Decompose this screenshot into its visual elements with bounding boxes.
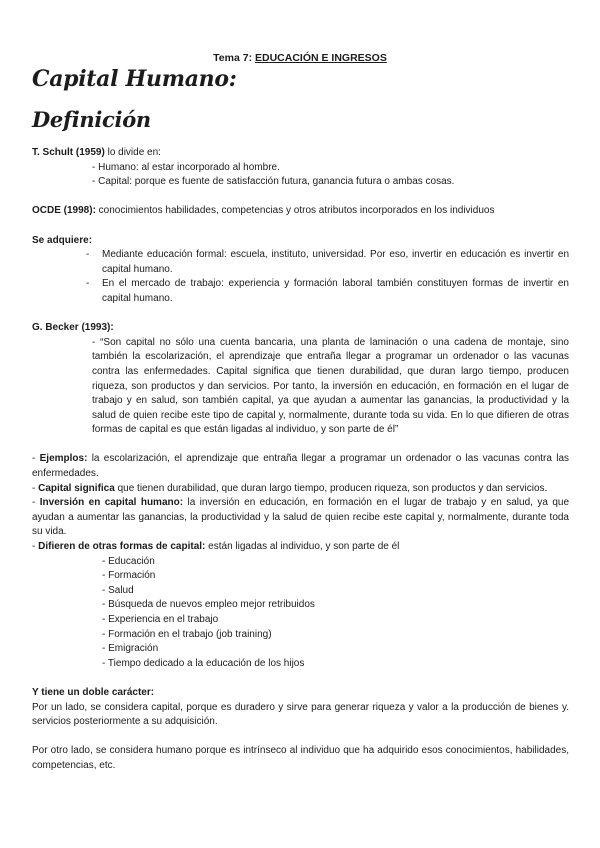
- list-item: - Tiempo dedicado a la educación de los hijos: [102, 657, 305, 669]
- topic-prefix: Tema 7:: [213, 52, 255, 64]
- page-title: Capital Humano:: [32, 66, 237, 92]
- list-item: - Salud: [102, 584, 134, 596]
- section-title: Definición: [32, 107, 151, 132]
- point-dash: -: [32, 453, 40, 465]
- doble-paragraph-2: Por otro lado, se considera humano porque es intrínseco al individuo que ha adquirido esos conocimientos, habilidades, competencias, etc.: [32, 745, 569, 771]
- schult-item: - Humano: al estar incorporado al hombre.: [92, 161, 280, 173]
- point-text: están ligadas al individuo, y son parte de él: [205, 541, 400, 553]
- bullet-dash: -: [86, 278, 90, 290]
- point-paragraph: [32, 496, 569, 540]
- point-dash: -: [32, 497, 40, 509]
- list-item: - Educación: [102, 555, 155, 567]
- list-item: - Emigración: [102, 643, 159, 655]
- ocde-text: conocimientos habilidades, competencias y otros atributos incorporados en los individuos: [95, 205, 495, 217]
- list-item: - Formación: [102, 570, 156, 582]
- doble-label: Y tiene un doble carácter:: [32, 686, 155, 698]
- list-item: - Formación en el trabajo (job training): [102, 628, 272, 640]
- point-text: la escolarización, el aprendizaje que entraña llegar a programar un ordenador o las vacunas contra las enfermedades.: [32, 453, 570, 480]
- point-paragraph: [32, 482, 569, 497]
- point-dash: -: [32, 482, 39, 494]
- forms-list: [32, 555, 569, 672]
- point-label: Ejemplos:: [39, 453, 88, 465]
- list-item: [32, 248, 569, 277]
- point-label: Capital significa: [38, 482, 115, 494]
- point-paragraph: [32, 540, 569, 555]
- topic-header: [0, 51, 600, 66]
- bullet-dash: -: [86, 249, 90, 261]
- list-item: - Búsqueda de nuevos empleo mejor retribuidos: [102, 599, 315, 611]
- adquiere-label: Se adquiere:: [32, 234, 93, 246]
- point-label: Inversión en capital humano:: [39, 497, 184, 509]
- point-paragraph: [32, 452, 569, 481]
- becker-quote: - “Son capital no sólo una cuenta bancaria, una planta de laminación o una cadena de montaje, sino también la escolarización, el aprendizaje que entraña llegar a programar un ordenador o las vacunas contra las enfermedades. Capital significa que tienen durabilidad, que duran largo tiempo, producen riqueza, son productos y dan servicios. Por tanto, la inversión en educación, en formación en el lugar de trabajo y en salud, son también capital, ya que ayudan a aumentar las ganancias, la productividad y la salud de quien recibe este tipo de capital y, normalmente, durante toda su vida. En lo que difieren de otras formas de capital es que están ligadas al individuo, y son parte de él”: [92, 336, 569, 436]
- doble-paragraph-1: Por un lado, se considera capital, porque es duradero y sirve para generar riqueza y valor a la producción de bienes y. servicios posteriormente a su adquisición.: [32, 701, 569, 728]
- adquiere-list: [32, 248, 569, 306]
- document-body: [32, 146, 569, 774]
- schult-label: T. Schult (1959): [32, 147, 105, 158]
- list-item: - Experiencia en el trabajo: [102, 614, 219, 625]
- topic-title: EDUCACIÓN E INGRESOS: [254, 52, 387, 64]
- schult-item: - Capital: porque es fuente de satisfacción futura, ganancia futura o ambas cosas.: [92, 176, 455, 188]
- adquiere-item-text: Mediante educación formal: escuela, instituto, universidad. Por eso, invertir en educación es invertir en capital humano.: [102, 249, 569, 275]
- ocde-paragraph: [32, 204, 569, 219]
- becker-label: G. Becker (1993):: [32, 322, 114, 334]
- adquiere-item-text: En el mercado de trabajo: experiencia y formación laboral también constituyen formas de invertir en capital humano.: [102, 278, 569, 304]
- list-item: [32, 277, 569, 306]
- point-label: Difieren de otras formas de capital:: [38, 541, 206, 553]
- schult-text: lo divide en:: [104, 147, 161, 158]
- point-dash: -: [32, 541, 39, 553]
- point-text: la inversión en educación, en formación en el lugar de trabajo y en salud, ya que ayudan a aumentar las ganancias, la productividad y la salud de quien recibe este capital y, normalmente, durante toda su vida.: [32, 497, 570, 538]
- schult-paragraph: [32, 146, 569, 161]
- point-text: que tienen durabilidad, que duran largo tiempo, producen riqueza, son productos y dan servicios.: [114, 482, 548, 494]
- ocde-label: OCDE (1998):: [32, 205, 96, 217]
